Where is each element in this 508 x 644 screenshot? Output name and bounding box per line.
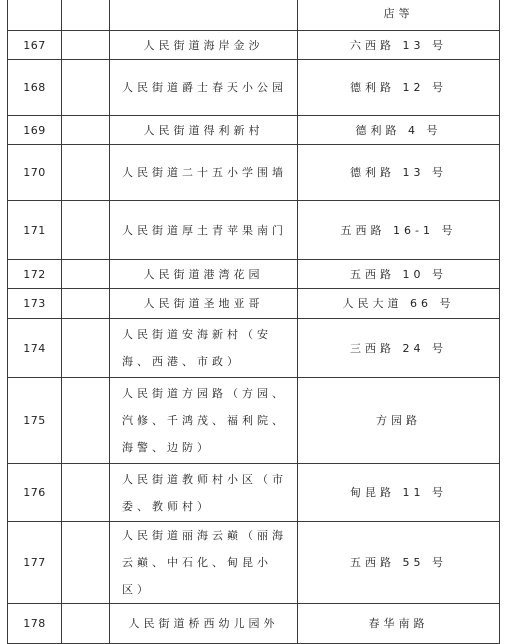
blank-cell [62, 116, 110, 145]
row-number-cell: 167 [8, 31, 62, 60]
location-name-cell [110, 0, 298, 31]
row-number-cell: 176 [8, 464, 62, 522]
address-cell: 春华南路 [298, 604, 500, 644]
location-name-cell: 人民街道方园路（方园、汽修、千鸿茂、福利院、海警、边防） [110, 378, 298, 464]
blank-cell [62, 0, 110, 31]
location-name-cell: 人民街道二十五小学围墙 [110, 145, 298, 201]
location-name-cell: 人民街道爵士春天小公园 [110, 60, 298, 116]
blank-cell [62, 145, 110, 201]
row-number-cell: 178 [8, 604, 62, 644]
blank-cell [62, 464, 110, 522]
blank-cell [62, 289, 110, 319]
address-cell: 德利路 13 号 [298, 145, 500, 201]
table-row [8, 260, 500, 289]
location-name-cell: 人民街道教师村小区（市委、教师村） [110, 464, 298, 522]
table-row [8, 0, 500, 31]
blank-cell [62, 378, 110, 464]
address-cell: 三西路 24 号 [298, 319, 500, 378]
table-row [8, 464, 500, 522]
location-name-cell: 人民街道圣地亚哥 [110, 289, 298, 319]
address-cell: 六西路 13 号 [298, 31, 500, 60]
row-number-cell: 170 [8, 145, 62, 201]
row-number-cell: 177 [8, 522, 62, 604]
location-name-cell: 人民街道得利新村 [110, 116, 298, 145]
location-name-cell: 人民街道厚土青苹果南门 [110, 201, 298, 260]
table-row [8, 289, 500, 319]
row-number-cell: 174 [8, 319, 62, 378]
table-row [8, 201, 500, 260]
address-cell: 甸昆路 11 号 [298, 464, 500, 522]
location-name-cell: 人民街道安海新村（安海、西港、市政） [110, 319, 298, 378]
location-name-cell: 人民街道港湾花园 [110, 260, 298, 289]
address-cell: 德利路 4 号 [298, 116, 500, 145]
row-number-cell: 172 [8, 260, 62, 289]
location-table [7, 0, 500, 644]
row-number-cell: 171 [8, 201, 62, 260]
row-number-cell: 175 [8, 378, 62, 464]
address-cell: 人民大道 66 号 [298, 289, 500, 319]
table-row [8, 319, 500, 378]
location-name-cell: 人民街道桥西幼儿园外 [110, 604, 298, 644]
table-row [8, 604, 500, 644]
blank-cell [62, 260, 110, 289]
row-number-cell: 173 [8, 289, 62, 319]
location-name-cell: 人民街道海岸金沙 [110, 31, 298, 60]
location-name-cell: 人民街道丽海云巅（丽海云巅、中石化、甸昆小区） [110, 522, 298, 604]
address-cell: 五西路 10 号 [298, 260, 500, 289]
row-number-cell [8, 0, 62, 31]
row-number-cell: 169 [8, 116, 62, 145]
table-row [8, 145, 500, 201]
blank-cell [62, 604, 110, 644]
row-number-cell: 168 [8, 60, 62, 116]
table-row [8, 60, 500, 116]
address-cell: 店等 [298, 0, 500, 31]
address-cell: 五西路 55 号 [298, 522, 500, 604]
table-row [8, 522, 500, 604]
address-cell: 德利路 12 号 [298, 60, 500, 116]
table-row [8, 378, 500, 464]
address-cell: 方园路 [298, 378, 500, 464]
blank-cell [62, 60, 110, 116]
table-row [8, 116, 500, 145]
blank-cell [62, 319, 110, 378]
blank-cell [62, 201, 110, 260]
table-row [8, 31, 500, 60]
blank-cell [62, 31, 110, 60]
blank-cell [62, 522, 110, 604]
address-cell: 五西路 16-1 号 [298, 201, 500, 260]
